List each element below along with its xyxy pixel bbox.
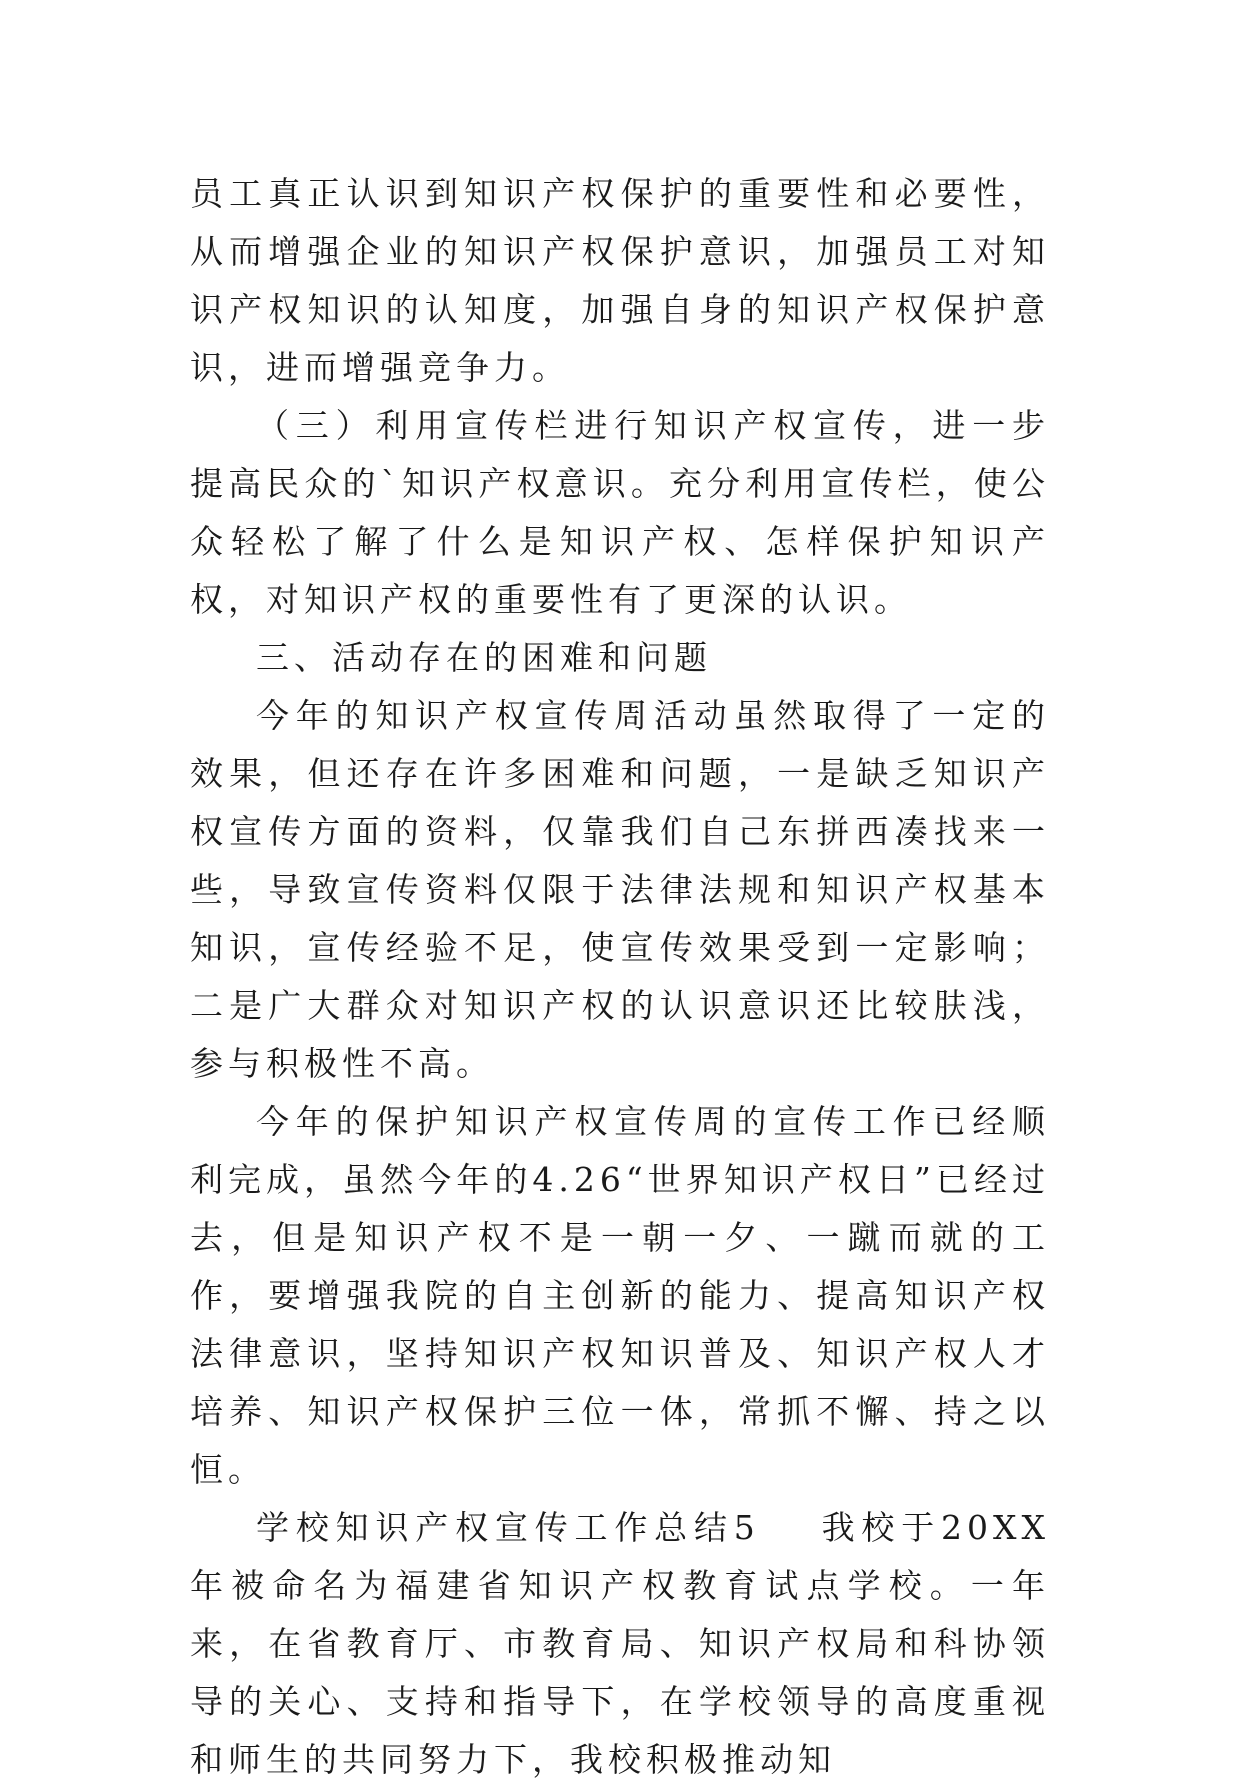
- summary-heading: 学校知识产权宣传工作总结5: [256, 1508, 760, 1547]
- paragraph-publicity-board: （三）利用宣传栏进行知识产权宣传，进一步提高民众的`知识产权意识。充分利用宣传栏，使公众轻松了解了什么是知识产权、怎样保护知识产权，对知识产权的重要性有了更深的认识。: [190, 406, 1050, 619]
- paragraph-continuation: 员工真正认识到知识产权保护的重要性和必要性，从而增强企业的知识产权保护意识，加强员工对知识产权知识的认知度，加强自身的知识产权保护意识，进而增强竞争力。: [190, 174, 1050, 387]
- section-heading-difficulties: 三、活动存在的困难和问题: [256, 638, 712, 677]
- paragraph-conclusion: 今年的保护知识产权宣传周的宣传工作已经顺利完成，虽然今年的4.26“世界知识产权日”已经过去，但是知识产权不是一朝一夕、一蹴而就的工作，要增强我院的自主创新的能力、提高知识产权法律意识，坚持知识产权知识普及、知识产权人才培养、知识产权保护三位一体，常抓不懈、持之以恒。: [190, 1102, 1050, 1489]
- paragraph-difficulties: 今年的知识产权宣传周活动虽然取得了一定的效果，但还存在许多困难和问题，一是缺乏知识产权宣传方面的资料，仅靠我们自己东拼西凑找来一些，导致宣传资料仅限于法律法规和知识产权基本知识，宣传经验不足，使宣传效果受到一定影响；二是广大群众对知识产权的认识意识还比较肤浅，参与积极性不高。: [190, 696, 1050, 1083]
- summary-body: 我校于20XX年被命名为福建省知识产权教育试点学校。一年来，在省教育厅、市教育局、知识产权局和科协领导的关心、支持和指导下，在学校领导的高度重视和师生的共同努力下，我校积极推动知: [190, 1508, 1050, 1779]
- document-body: [190, 165, 1050, 1789]
- paragraph-school-summary: [190, 1499, 1050, 1789]
